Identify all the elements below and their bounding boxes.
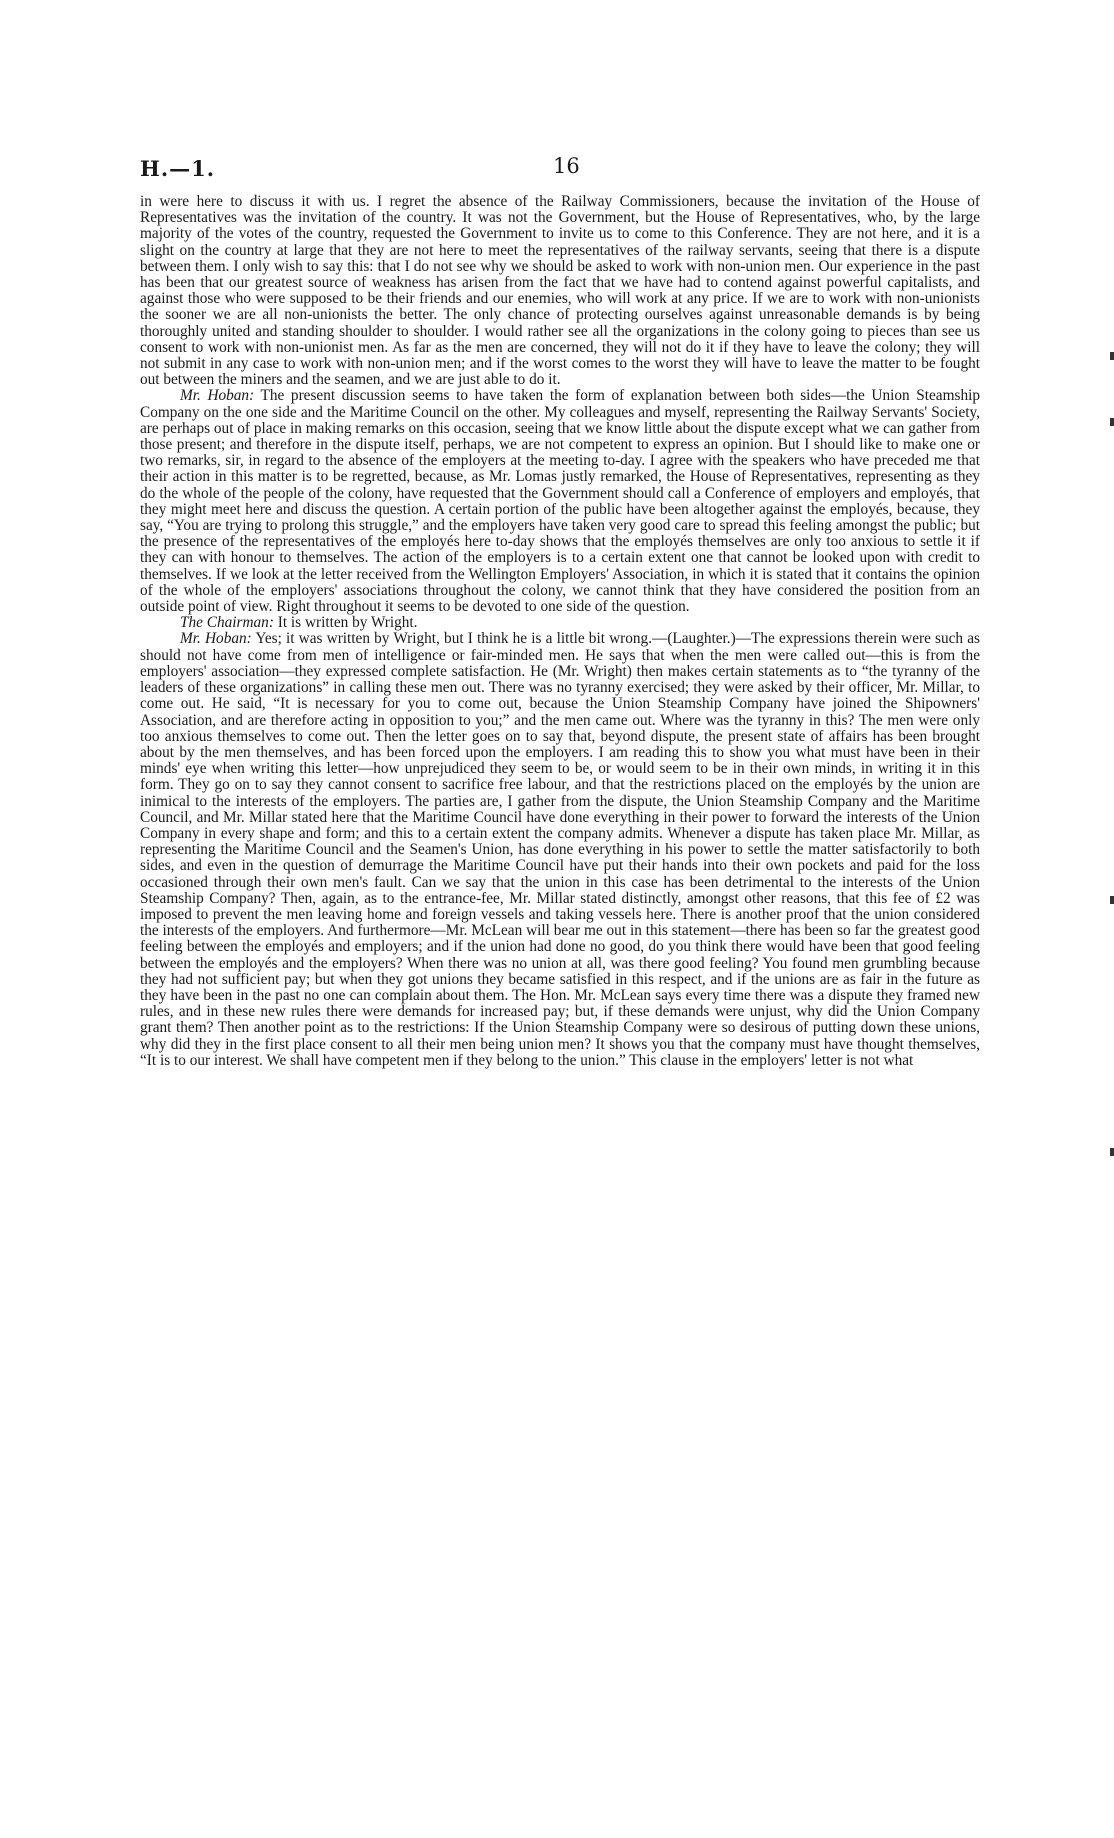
speaker-name: Mr. Hoban: [180,387,255,405]
paragraph-text: in were here to discuss it with us. I regret the absence of the Railway Commissioners, because the invitation of the House of Representatives was the invitation of the country. It was not the Government, but the House of Representatives, who, by the large majority of the votes of the country, requested the Government to invite us to come to this Conference. They are not here, and it is a slight on the country at large that they are not here to meet the representatives of the railway servants, seeing that there is a dispute between them. I only wish to say this: that I do not see why we should be asked to work with non-union men. Our experience in the past has been that our greatest source of weakness has arisen from the fact that we have had to contend against powerful capitalists, and against those who were supposed to be their friends and our enemies, who will work at any price. If we are to work with non-unionists the sooner we are all non-unionists the better. The only chance of protecting ourselves against unreasonable demands is by being thoroughly united and standing shoulder to shoulder. I would rather see all the organizations in the colony going to pieces than see us consent to work with non-unionist men. As far as the men are concerned, they will not do it if they have to leave the colony; they will not submit in any case to work with non-union men; and if the worst comes to the worst they will have to leave the matter to be fought out between the miners and the seamen, and we are just able to do it. [140,193,980,389]
scan-edge-mark [1110,352,1114,360]
paragraph [140,615,980,631]
paragraph-text: It is written by Wright. [273,614,418,632]
paragraph [140,194,980,388]
paragraph [140,388,980,615]
page-header [140,156,980,196]
page-number: 16 [553,154,580,178]
scan-edge-mark [1110,1148,1114,1156]
speaker-name: Mr. Hoban: [180,630,252,648]
speaker-name: The Chairman: [180,614,274,632]
page-body [140,194,980,1069]
paragraph-text: The present discussion seems to have taken the form of explanation between both sides—the Union Steamship Company on the one side and the Maritime Council on the other. My colleagues and myself, representing the Railway Servants' Society, are perhaps out of place in making remarks on this occasion, seeing that we know little about the dispute except what we can gather from those present; and therefore in the dispute itself, perhaps, we are not competent to express an opinion. But I should like to make one or two remarks, sir, in regard to the absence of the employers at the meeting to-day. I agree with the speakers who have preceded me that their action in this matter is to be regretted, because, as Mr. Lomas justly remarked, the House of Representatives, representing as they do the whole of the people of the colony, have requested that the Government should call a Conference of employers and employés, that they might meet here and discuss the question. A certain portion of the public have been altogether against the employés, because, they say, “You are trying to prolong this struggle,” and the employers have taken very good care to spread this feeling amongst the public; but the presence of the representatives of the employés here to-day shows that the employés themselves are only too anxious to settle it if they can with honour to themselves. The action of the employers is to a certain extent one that cannot be looked upon with credit to themselves. If we look at the letter received from the Wellington Employers' Association, in which it is stated that it contains the opinion of the whole of the employers' associations throughout the colony, we cannot think that they have considered the position from an outside point of view. Right throughout it seems to be devoted to one side of the question. [140,387,980,616]
paragraph-text: Yes; it was written by Wright, but I think he is a little bit wrong.—(Laughter.)—The expressions therein were such as should not have come from men of intelligence or fair-minded men. He says that when the men were called out—this is from the employers' association—they expressed complete satisfaction. He (Mr. Wright) then makes certain statements as to “the tyranny of the leaders of these organizations” in calling these men out. There was no tyranny exercised; they were asked by their officer, Mr. Millar, to come out. He said, “It is necessary for you to come out, because the Union Steamship Company have joined the Shipowners' Association, and are therefore acting in opposition to you;” and the men came out. Where was the tyranny in this? The men were only too anxious themselves to come out. Then the letter goes on to say that, beyond dispute, the present state of affairs has been brought about by the men themselves, and has been forced upon the employers. I am reading this to show you what must have been in their minds' eye when writing this letter—how unprejudiced they seem to be, or would seem to be in their own minds, in writing it in this form. They go on to say they cannot consent to sacrifice free labour, and that the restrictions placed on the employés by the union are inimical to the interests of the employers. The parties are, I gather from the dispute, the Union Steamship Company and the Maritime Council, and Mr. Millar stated here that the Maritime Council have done everything in their power to forward the interests of the Union Company in every shape and form; and this to a certain extent the company admits. Whenever a dispute has taken place Mr. Millar, as representing the Maritime Council and the Seamen's Union, has done everything in his power to settle the matter satisfactorily to both sides, and even in the question of demurrage the Maritime Council have put their hands into their own pockets and paid for the loss occasioned through their own men's fault. Can we say that the union in this case has been detrimental to the interests of the Union Steamship Company? Then, again, as to the entrance-fee, Mr. Millar stated distinctly, amongst other reasons, that this fee of £2 was imposed to prevent the men leaving home and foreign vessels and taking vessels here. There is another proof that the union considered the interests of the employers. And furthermore—Mr. McLean will bear me out in this statement—there has been so far the greatest good feeling between the employés and employers; and if the union had done no good, do you think there would have been that good feeling between the employés and the employers? When there was no union at all, was there good feeling? You found men grumbling because they had not sufficient pay; but when they got unions they became satisfied in this respect, and if the unions are as fair in the future as they have been in the past no one can complain about them. The Hon. Mr. McLean says every time there was a dispute they framed new rules, and in these new rules there were demands for increased pay; but, if these demands were unjust, why did the Union Company grant them? Then another point as to the restrictions: If the Union Steamship Company were so desirous of putting down these unions, why did they in the first place consent to all their men being union men? It shows you that the company must have thought themselves, “It is to our interest. We shall have competent men if they belong to the union.” This clause in the employers' letter is not what [140,630,980,1069]
paragraph [140,631,980,1068]
scan-edge-mark [1110,896,1114,904]
scan-edge-mark [1110,418,1114,426]
document-reference: H.—1. [140,156,216,181]
